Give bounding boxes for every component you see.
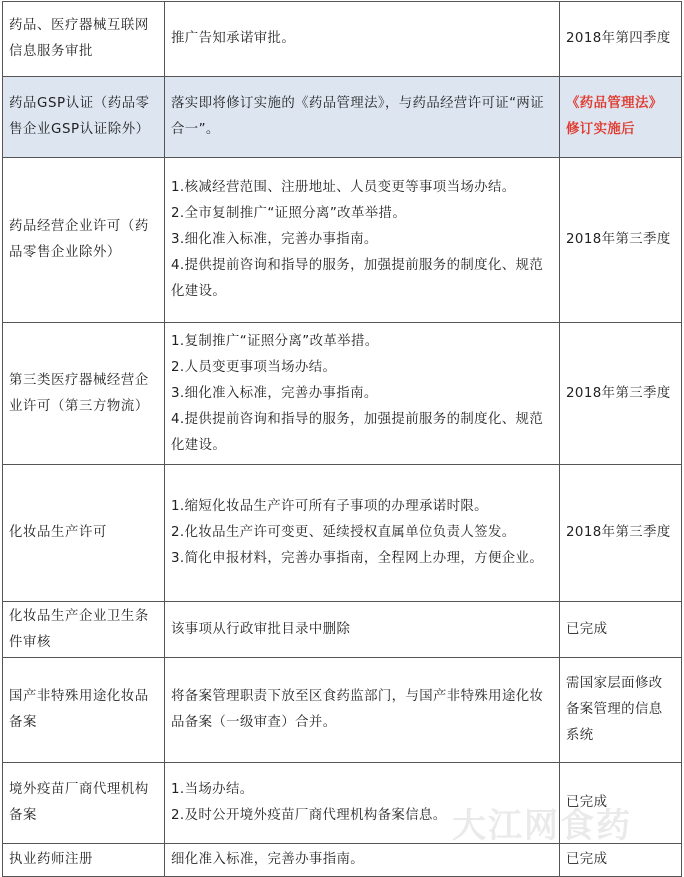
table-row xyxy=(3,658,682,763)
measures-cell xyxy=(165,844,560,877)
measure-line: 3.简化申报材料，完善办事指南，全程网上办理，方便企业。 xyxy=(171,551,544,566)
table-row xyxy=(3,465,682,602)
item-name-cell: 药品经营企业许可（药品零售企业除外） xyxy=(3,158,165,323)
measure-line: 1.缩短化妆品生产许可所有子事项的办理承诺时限。 xyxy=(171,499,488,514)
item-name-cell: 药品、医疗器械互联网信息服务审批 xyxy=(3,2,165,77)
time-cell: 已完成 xyxy=(560,844,682,877)
time-cell: 2018年第四季度 xyxy=(560,2,682,77)
measure-line: 4.提供提前咨询和指导的服务，加强提前服务的制度化、规范化建设。 xyxy=(171,411,544,453)
measure-line: 4.提供提前咨询和指导的服务，加强提前服务的制度化、规范化建设。 xyxy=(171,258,544,299)
measures-cell xyxy=(165,158,560,323)
item-name-cell: 执业药师注册 xyxy=(3,844,165,877)
time-cell: 2018年第三季度 xyxy=(560,465,682,602)
measures-cell xyxy=(165,658,560,763)
time-cell: 2018年第三季度 xyxy=(560,158,682,323)
item-name-cell: 第三类医疗器械经营企业许可（第三方物流） xyxy=(3,323,165,465)
measure-line: 1.复制推广“证照分离”改革举措。 xyxy=(171,333,379,349)
measure-line: 2.人员变更事项当场办结。 xyxy=(171,359,337,375)
item-name-cell: 境外疫苗厂商代理机构备案 xyxy=(3,763,165,844)
measure-line: 1.核减经营范围、注册地址、人员变更等事项当场办结。 xyxy=(171,180,516,195)
table-row xyxy=(3,844,682,877)
table-row xyxy=(3,2,682,77)
item-name-cell: 国产非特殊用途化妆品备案 xyxy=(3,658,165,763)
measure-line: 落实即将修订实施的《药品管理法》，与药品经营许可证“两证合一”。 xyxy=(171,96,544,137)
time-cell: 已完成 xyxy=(560,602,682,658)
measures-cell xyxy=(165,465,560,602)
table-row-highlighted xyxy=(3,77,682,158)
measures-cell xyxy=(165,2,560,77)
measure-line: 该事项从行政审批目录中删除 xyxy=(171,621,351,637)
table-row xyxy=(3,323,682,465)
measure-line: 1.当场办结。 xyxy=(171,782,254,797)
measures-cell xyxy=(165,323,560,465)
time-cell: 需国家层面修改备案管理的信息系统 xyxy=(560,658,682,763)
table-row xyxy=(3,158,682,323)
item-name-cell: 药品GSP认证（药品零售企业GSP认证除外） xyxy=(3,77,165,158)
measures-cell xyxy=(165,602,560,658)
measure-line: 2.化妆品生产许可变更、延续授权直属单位负责人签发。 xyxy=(171,525,516,540)
item-name-cell: 化妆品生产企业卫生条件审核 xyxy=(3,602,165,658)
time-cell-highlighted: 《药品管理法》修订实施后 xyxy=(560,77,682,158)
table-row xyxy=(3,602,682,658)
measure-line: 推广告知承诺审批。 xyxy=(171,31,296,46)
measures-cell xyxy=(165,77,560,158)
time-cell: 2018年第三季度 xyxy=(560,323,682,465)
measure-line: 将备案管理职责下放至区食药监部门，与国产非特殊用途化妆品备案（一级审查）合并。 xyxy=(171,689,544,730)
measure-line: 2.全市复制推广“证照分离”改革举措。 xyxy=(171,206,407,221)
time-cell: 已完成 xyxy=(560,763,682,844)
table-row xyxy=(3,763,682,844)
watermark: 大江网食药 xyxy=(452,806,632,846)
measure-line: 2.及时公开境外疫苗厂商代理机构备案信息。 xyxy=(171,808,447,823)
measures-cell xyxy=(165,763,560,844)
measure-line: 细化准入标准，完善办事指南。 xyxy=(171,852,365,867)
approval-items-table xyxy=(2,1,682,877)
measure-line: 3.细化准入标准，完善办事指南。 xyxy=(171,232,378,247)
measure-line: 3.细化准入标准，完善办事指南。 xyxy=(171,385,378,401)
item-name-cell: 化妆品生产许可 xyxy=(3,465,165,602)
